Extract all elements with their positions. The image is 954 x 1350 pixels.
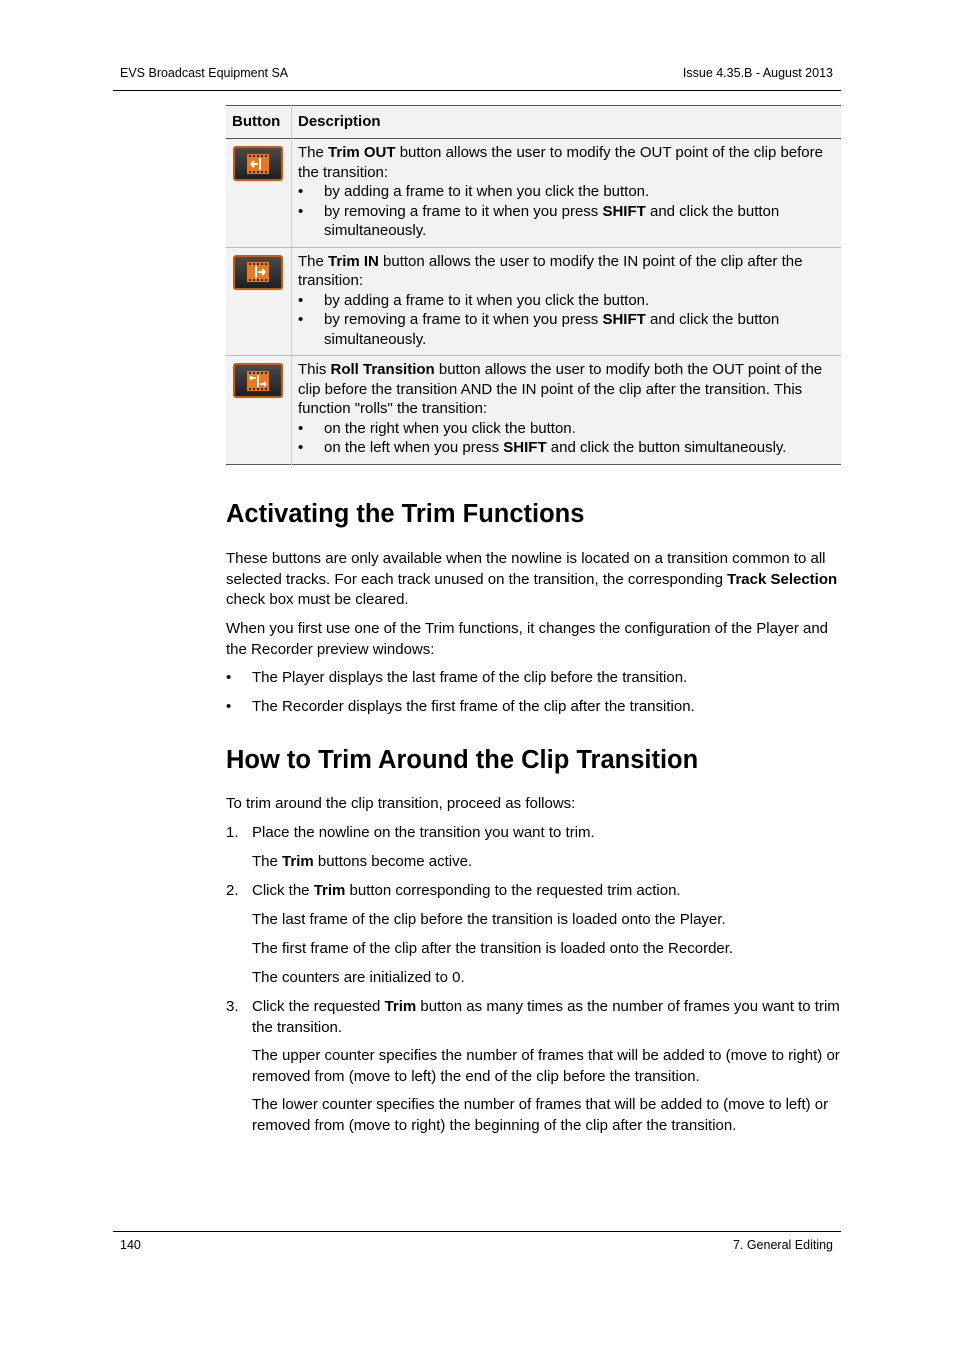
header-issue: Issue 4.35.B - August 2013 xyxy=(682,66,833,80)
table-row xyxy=(226,356,841,465)
column-header-description: Description xyxy=(292,106,842,139)
section1-paragraph-2: When you first use one of the Trim functions, it changes the configuration of the Player and the Recorder preview windows: xyxy=(226,620,829,658)
table-row xyxy=(226,247,841,356)
list-item: • by removing a frame to it when you press SHIFT and click the button simultaneously. xyxy=(298,202,835,241)
table-row xyxy=(226,139,841,248)
list-item: • by removing a frame to it when you press SHIFT and click the button simultaneously. xyxy=(298,310,835,349)
trim-out-label: Trim OUT xyxy=(328,144,396,161)
step-3-result-2: The lower counter specifies the number of frames that will be added to (move to left) or removed from (move to right) the beginning of the clip after the transition. xyxy=(252,1096,829,1134)
section-title-activating: Activating the Trim Functions xyxy=(226,500,585,528)
roll-transition-label: Roll Transition xyxy=(330,361,435,378)
section-title-how-to-trim: How to Trim Around the Clip Transition xyxy=(226,746,699,774)
footer-chapter: 7. General Editing xyxy=(732,1238,833,1252)
trim-out-description: The Trim OUT button allows the user to modify the OUT point of the clip before the transition: • by adding a frame to it when you click the button. • by removing a frame to it when you press SHIFT and click the button simultaneously. xyxy=(292,139,842,248)
roll-transition-description: This Roll Transition button allows the user to modify both the OUT point of the clip before the transition AND the IN point of the clip after the transition. This function "rolls" the transition: • on the right when you click the button. • on the left when you press SHIFT and click the button simultaneously. xyxy=(292,356,842,465)
button-description-table xyxy=(226,105,841,465)
table-header-row xyxy=(226,106,841,139)
trim-in-description: The Trim IN button allows the user to modify the IN point of the clip after the transition: • by adding a frame to it when you click the button. • by removing a frame to it when you press SHIFT and click the button simultaneously. xyxy=(292,247,842,356)
trim-in-icon xyxy=(233,255,283,290)
step-3-result-1: The upper counter specifies the number of frames that will be added to (move to right) or removed from (move to left) the end of the clip before the transition. xyxy=(252,1047,840,1085)
step-2-result-1: The last frame of the clip before the transition is loaded onto the Player. xyxy=(252,911,726,928)
footer-rule xyxy=(113,1231,841,1232)
header-company: EVS Broadcast Equipment SA xyxy=(120,66,289,80)
list-item: • by adding a frame to it when you click the button. xyxy=(298,291,835,311)
step-2-result-2: The first frame of the clip after the transition is loaded onto the Recorder. xyxy=(252,940,734,957)
trim-out-icon xyxy=(233,146,283,181)
section1-paragraph-1: These buttons are only available when the nowline is located on a transition common to all selected tracks. For each track unused on the transition, the corresponding Track Selection check box must be cleared. xyxy=(226,550,838,608)
step-1-result: The Trim buttons become active. xyxy=(252,853,473,870)
roll-transition-icon xyxy=(233,363,283,398)
footer-page-number: 140 xyxy=(120,1238,141,1252)
list-item: • on the left when you press SHIFT and click the button simultaneously. xyxy=(298,438,835,458)
trim-in-label: Trim IN xyxy=(328,252,379,270)
column-header-button: Button xyxy=(226,106,292,139)
list-item: • on the right when you click the button. xyxy=(298,419,835,439)
header-rule xyxy=(113,90,841,91)
list-item: • by adding a frame to it when you click the button. xyxy=(298,182,835,202)
step-2-result-3: The counters are initialized to 0. xyxy=(252,969,465,986)
section2-intro: To trim around the clip transition, proceed as follows: xyxy=(226,795,576,812)
